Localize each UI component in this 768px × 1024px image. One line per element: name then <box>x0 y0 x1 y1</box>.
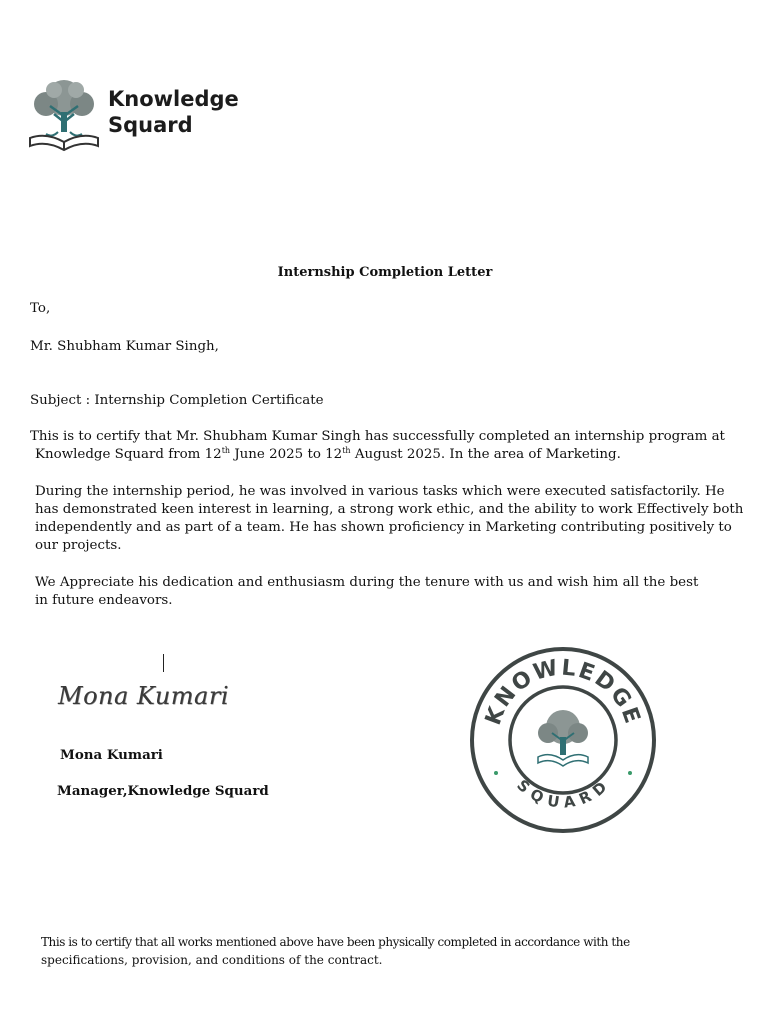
para3 <box>35 574 698 610</box>
para2-line: our projects. <box>35 538 122 553</box>
para1-text-c: August 2025. In the area of Marketing. <box>350 447 621 462</box>
para1-line2 <box>35 446 621 462</box>
salutation: To, <box>30 301 51 316</box>
para2-line: During the internship period, he was involved in various tasks which were executed satisfactorily. He <box>35 484 725 499</box>
text-cursor <box>163 654 164 672</box>
company-stamp <box>468 645 658 835</box>
para1-sup-1: th <box>221 446 231 455</box>
para1-text-a: Knowledge Squard from 12 <box>35 447 222 462</box>
para1-line1: This is to certify that Mr. Shubham Kumar Singh has successfully completed an internship program at <box>30 429 725 444</box>
para1-sup-2: th <box>342 446 351 455</box>
para2-line: has demonstrated keen interest in learning, a strong work ethic, and the ability to work Effectively both <box>35 502 744 517</box>
stamp-dot <box>494 771 498 775</box>
stamp-dot <box>628 771 632 775</box>
company-logo <box>24 76 244 158</box>
para2 <box>35 483 743 555</box>
signatory-designation: Manager,Knowledge Squard <box>57 783 269 799</box>
letter-title: Internship Completion Letter <box>277 265 493 280</box>
footer-line-2: specifications, provision, and conditions of the contract. <box>41 953 383 967</box>
recipient-name: Mr. Shubham Kumar Singh, <box>30 339 219 354</box>
stamp-top-text: KNOWLEDGE <box>480 655 646 729</box>
tree-book-icon <box>24 76 104 158</box>
para3-line: We Appreciate his dedication and enthusiasm during the tenure with us and wish him all the best <box>35 575 699 590</box>
para3-line: in future endeavors. <box>35 593 173 608</box>
logo-line-1: Knowledge <box>108 87 239 111</box>
stamp-bottom-text: SQUARD <box>513 776 613 812</box>
footer-line-1: This is to certify that all works mentioned above have been physically completed in accordance with the <box>41 935 630 949</box>
para2-line: independently and as part of a team. He has shown proficiency in Marketing contributing positively to <box>35 520 732 535</box>
logo-line-2: Squard <box>108 113 193 137</box>
signatory-name: Mona Kumari <box>60 747 163 763</box>
handwritten-signature: Mona Kumari <box>58 682 229 710</box>
stamp-tree-icon <box>538 710 588 766</box>
footer-note <box>41 933 630 969</box>
subject-line: Subject : Internship Completion Certificate <box>30 393 324 408</box>
para1-text-b: June 2025 to 12 <box>230 447 343 462</box>
logo-wordmark <box>108 86 239 138</box>
